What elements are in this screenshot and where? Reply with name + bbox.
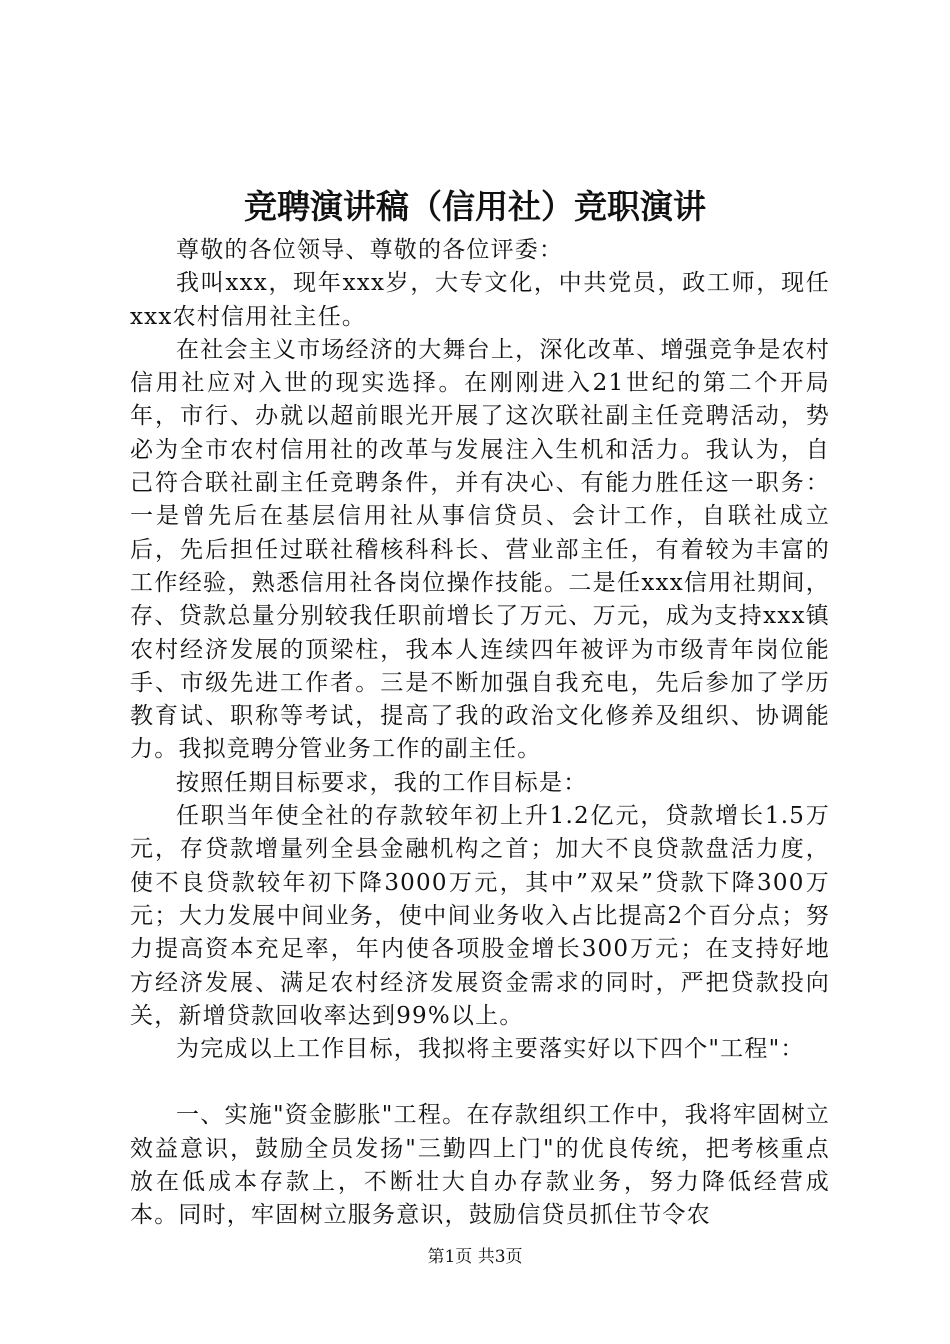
projects-intro-paragraph: 为完成以上工作目标，我拟将主要落实好以下四个"工程"： <box>176 1036 805 1063</box>
project-one-paragraph: 一、实施"资金膨胀"工程。在存款组织工作中，我将牢固树立效益意识，鼓励全员发扬"三勤四上门"的优良传统，把考核重点放在低成本存款上，不断壮大自办存款业务，努力降低经营成本。同时，牢固树立服务意识，鼓励信贷员抓住节令农 <box>130 1102 830 1229</box>
goals-heading-paragraph: 按照任期目标要求，我的工作目标是： <box>176 769 588 796</box>
document-title: 竞聘演讲稿（信用社）竞职演讲 <box>244 187 706 226</box>
page-footer: 第1页 共3页 <box>427 1247 523 1267</box>
salutation-paragraph: 尊敬的各位领导、尊敬的各位评委： <box>176 237 564 263</box>
intro-paragraph: 我叫xxx，现年xxx岁，大专文化，中共党员，政工师，现任xxx农村信用社主任。 <box>130 270 830 330</box>
document-body <box>130 234 830 1233</box>
qualification-paragraph: 在社会主义市场经济的大舞台上，深化改革、增强竞争是农村信用社应对入世的现实选择。在刚刚进入21世纪的第二个开局年，市行、办就以超前眼光开展了这次联社副主任竞聘活动，势必为全市农村信用社的改革与发展注入生机和活力。我认为，自己符合联社副主任竞聘条件，并有决心、有能力胜任这一职务：一是曾先后在基层信用社从事信贷员、会计工作，自联社成立后，先后担任过联社稽核科科长、营业部主任，有着较为丰富的工作经验，熟悉信用社各岗位操作技能。二是任xxx信用社期间，存、贷款总量分别较我任职前增长了万元、万元，成为支持xxx镇农村经济发展的顶梁柱，我本人连续四年被评为市级青年岗位能手、市级先进工作者。三是不断加强自我充电，先后参加了学历教育试、职称等考试，提高了我的政治文化修养及组织、协调能力。我拟竞聘分管业务工作的副主任。 <box>130 336 830 763</box>
goals-paragraph: 任职当年使全社的存款较年初上升1.2亿元，贷款增长1.5万元，存贷款增量列全县金融机构之首；加大不良贷款盘活力度，使不良贷款较年初下降3000万元，其中”双呆”贷款下降300万元；大力发展中间业务，使中间业务收入占比提高2个百分点；努力提高资本充足率，年内使各项股金增长300万元；在支持好地方经济发展、满足农村经济发展资金需求的同时，严把贷款投向关，新增贷款回收率达到99%以上。 <box>130 803 830 1029</box>
